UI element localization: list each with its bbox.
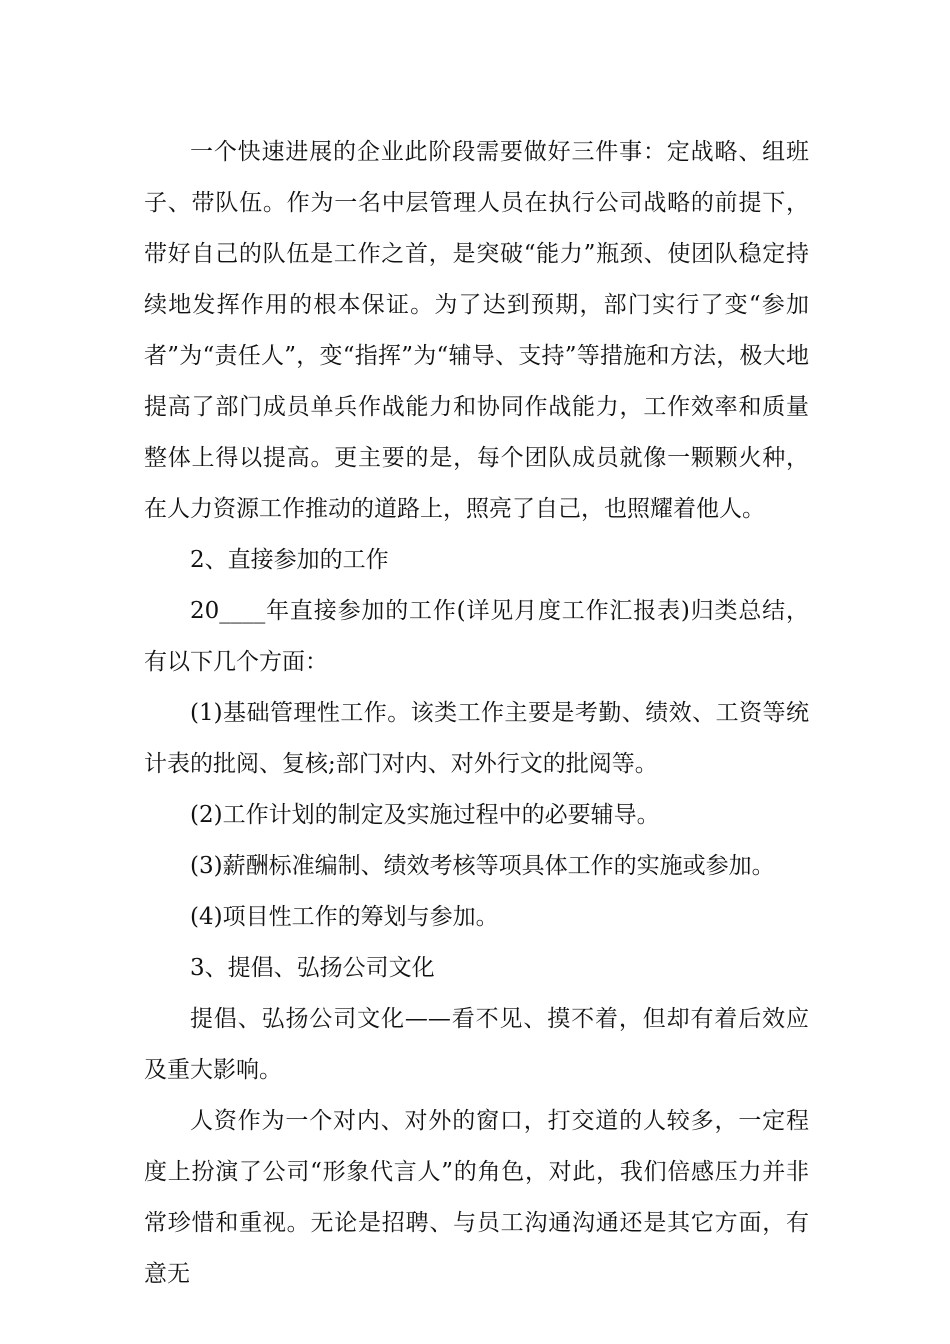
list-item-project-work: (4)项目性工作的筹划与参加。 — [190, 904, 499, 930]
heading-direct-work: 2、直接参加的工作 — [190, 547, 389, 573]
list-item-basic-management: (1)基础管理性工作。该类工作主要是考勤、绩效、工资等统计表的批阅、复核;部门对内、对外行文的批阅等。 — [144, 700, 809, 777]
list-item-work-plan: (2)工作计划的制定及实施过程中的必要辅导。 — [190, 802, 660, 828]
paragraph-team-building: 一个快速进展的企业此阶段需要做好三件事：定战略、组班子、带队伍。作为一名中层管理人员在执行公司战略的前提下，带好自己的队伍是工作之首，是突破“能力”瓶颈、使团队稳定持续地发挥作用的根本保证。为了达到预期，部门实行了变“参加者”为“责任人”，变“指挥”为“辅导、支持”等措施和方法，极大地提高了部门成员单兵作战能力和协同作战能力，工作效率和质量整体上得以提高。更主要的是，每个团队成员就像一颗颗火种，在人力资源工作推动的道路上，照亮了自己，也照耀着他人。 — [144, 139, 809, 522]
list-item-salary-standard: (3)薪酬标准编制、绩效考核等项具体工作的实施或参加。 — [190, 853, 775, 879]
heading-company-culture: 3、提倡、弘扬公司文化 — [190, 955, 435, 981]
paragraph-hr-window: 人资作为一个对内、对外的窗口，打交道的人较多，一定程度上扮演了公司“形象代言人”的角色，对此，我们倍感压力并非常珍惜和重视。无论是招聘、与员工沟通沟通还是其它方面，有意无 — [144, 1108, 809, 1287]
paragraph-culture-intro: 提倡、弘扬公司文化——看不见、摸不着，但却有着后效应及重大影响。 — [144, 1006, 809, 1083]
paragraph-work-summary: 20____年直接参加的工作(详见月度工作汇报表)归类总结，有以下几个方面： — [144, 598, 809, 675]
document-body — [144, 127, 809, 1300]
